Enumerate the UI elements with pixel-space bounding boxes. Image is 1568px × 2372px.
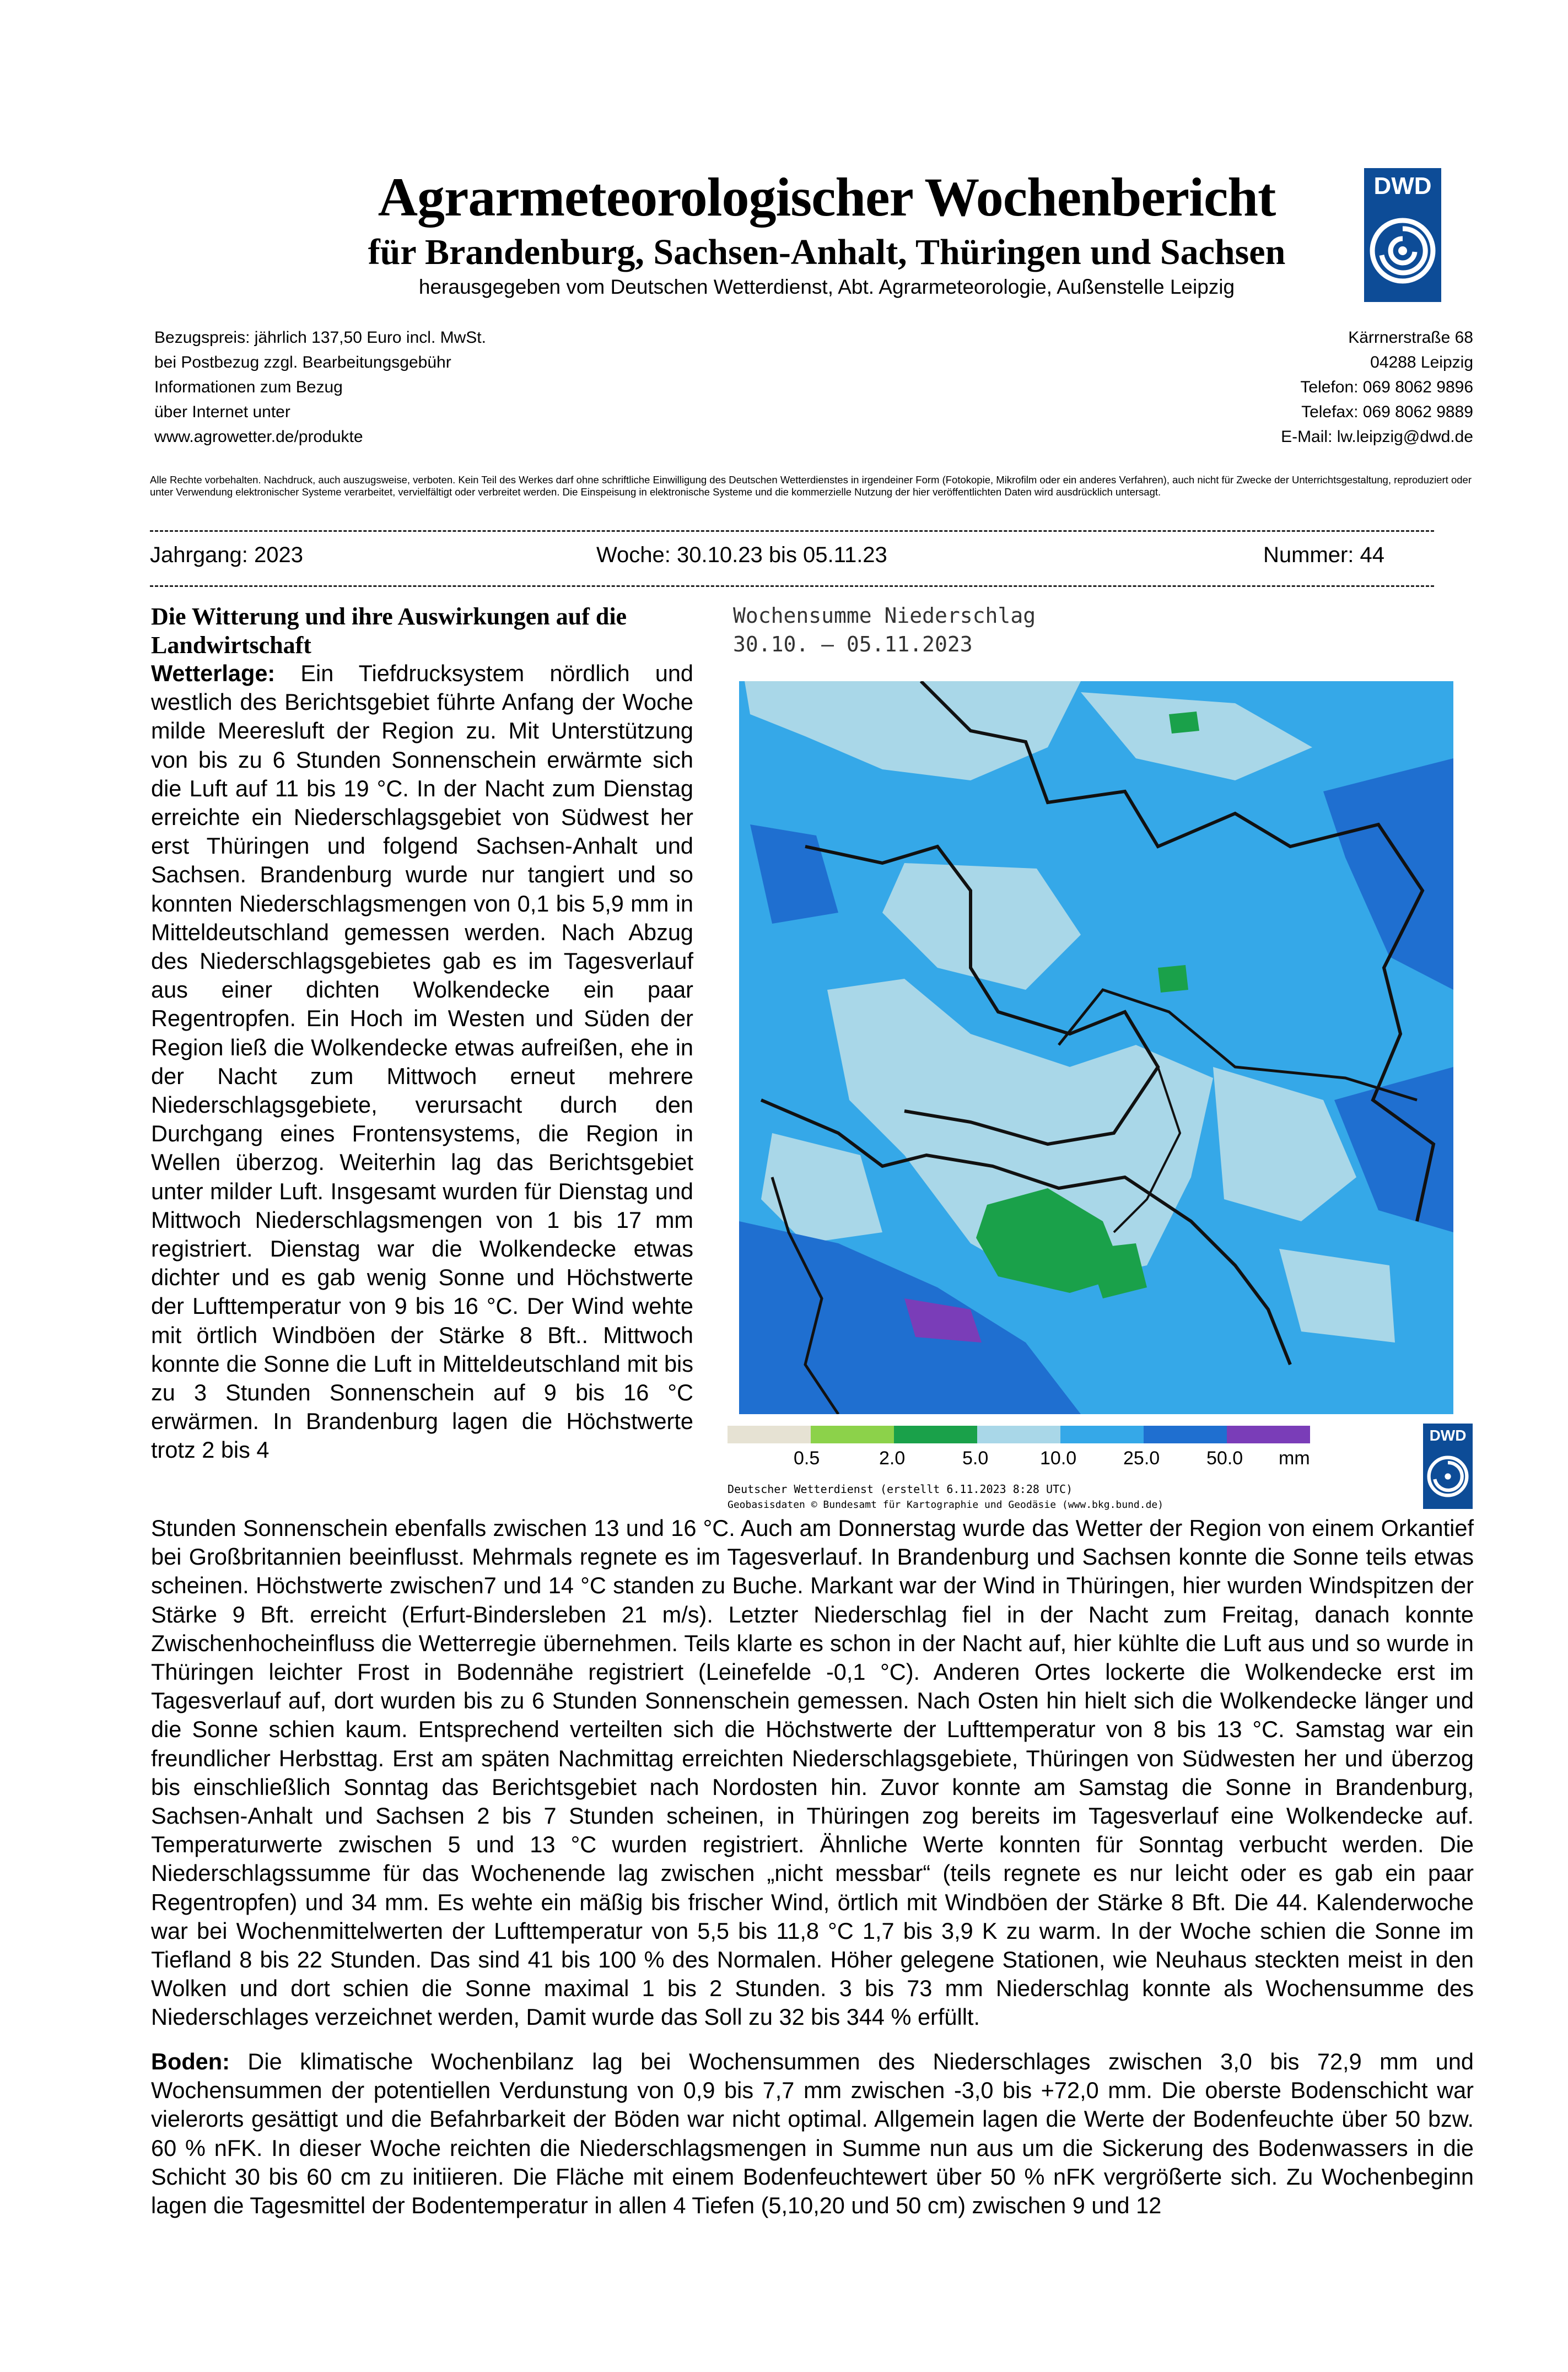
- dwd-swirl-icon: [1364, 207, 1441, 295]
- issue-meta-row: [150, 543, 1384, 570]
- legend-swatch: [1227, 1426, 1310, 1443]
- report-title: Agrarmeteorologischer Wochenbericht: [378, 166, 1276, 228]
- map-legend: [728, 1426, 1312, 1475]
- boden-text: Die klimatische Wochenbilanz lag bei Wochensummen des Niederschlages zwischen 3,0 bis 72,9 mm und Wochensummen der potentiellen Verdunstung von 0,9 bis 7,7 mm zwischen -3,0 bis +72,0 mm. Die oberste Bodenschicht war vielerorts gesättigt und die Befahrbarkeit der Böden war nicht optimal. Allgemein lagen die Werte der Bodenfeuchte über 50 bzw. 60 % nFK. In dieser Woche reichten die Niederschlagsmengen in Summe nun aus um die Sickerung des Bodenwassers in die Schicht 30 bis 60 cm zu initiieren. Die Fläche mit einem Bodenfeuchtewert über 50 % nFK vergrößerte sich. Zu Wochenbeginn lagen die Tagesmittel der Bodentemperatur in allen 4 Tiefen (5,10,20 und 50 cm) zwischen 9 und 12: [151, 2048, 1474, 2219]
- rights-notice: Alle Rechte vorbehalten. Nachdruck, auch auszugsweise, verboten. Kein Teil des Werkes darf ohne schriftliche Einwilligung des Deutschen Wetterdienstes in irgendeiner Form (Fotokopie, Mikrofilm oder ein anderes Verfahren), auch nicht für Zwecke der Unterrichtsgestaltung, reproduziert oder unter Verwendung elektronischer Systeme verarbeitet, vervielfältigt oder verbreitet werden. Die Einspeisung in elektronische Systeme und die kommerzielle Nutzung der hier veröffentlichten Daten wird ausdrücklich untersagt.: [150, 474, 1472, 498]
- subscription-info: [154, 325, 486, 449]
- divider-top: [150, 530, 1434, 532]
- divider-bottom: [150, 585, 1434, 587]
- dwd-logo-text: DWD: [1373, 172, 1432, 200]
- precipitation-map: [739, 681, 1453, 1414]
- address-line: 04288 Leipzig: [1370, 353, 1473, 371]
- legend-label: 50.0: [1206, 1448, 1243, 1469]
- address-block: [1281, 325, 1473, 449]
- wetterlage-column: [151, 659, 693, 1465]
- legend-label: 2.0: [879, 1448, 906, 1469]
- subscription-line: über Internet unter: [154, 403, 290, 421]
- map-dwd-logo-text: DWD: [1429, 1427, 1467, 1444]
- boden-label: Boden:: [151, 2048, 230, 2074]
- dwd-swirl-icon: [1423, 1449, 1473, 1504]
- legend-swatch: [1060, 1426, 1144, 1443]
- publisher-line: herausgegeben vom Deutschen Wetterdienst, Abt. Agrarmeteorologie, Außenstelle Leipzig: [418, 276, 1235, 298]
- legend-swatch: [728, 1426, 811, 1443]
- dwd-logo: [1364, 168, 1441, 302]
- nummer: Nummer: 44: [1263, 543, 1384, 567]
- boden-paragraph: [151, 2047, 1474, 2220]
- legend-swatch: [1144, 1426, 1227, 1443]
- map-title: Wochensumme Niederschlag: [733, 603, 1036, 628]
- legend-unit: mm: [1279, 1448, 1310, 1469]
- subscription-line: Bezugspreis: jährlich 137,50 Euro incl. MwSt.: [154, 328, 486, 347]
- email-link[interactable]: E-Mail: lw.leipzig@dwd.de: [1281, 428, 1473, 446]
- map-dwd-logo: [1423, 1424, 1473, 1509]
- legend-label: 0.5: [794, 1448, 820, 1469]
- precipitation-map-figure: [728, 603, 1473, 1540]
- address-line: Telefax: 069 8062 9889: [1301, 403, 1473, 421]
- map-credit-line2: Geobasisdaten © Bundesamt für Kartographie und Geodäsie (www.bkg.bund.de): [728, 1499, 1164, 1511]
- subscription-line: Informationen zum Bezug: [154, 378, 343, 396]
- section-title: Die Witterung und ihre Auswirkungen auf die Landwirtschaft: [151, 603, 627, 659]
- address-line: Telefon: 069 8062 9896: [1300, 378, 1473, 396]
- legend-swatch: [894, 1426, 977, 1443]
- map-credit-line1: Deutscher Wetterdienst (erstellt 6.11.2023 8:28 UTC): [728, 1482, 1073, 1496]
- map-period: 30.10. – 05.11.2023: [733, 632, 973, 656]
- legend-label: 5.0: [962, 1448, 989, 1469]
- report-subtitle: für Brandenburg, Sachsen-Anhalt, Thüringen und Sachsen: [368, 232, 1286, 272]
- subscription-link[interactable]: www.agrowetter.de/produkte: [154, 428, 363, 446]
- address-line: Kärrnerstraße 68: [1348, 328, 1473, 347]
- wetterlage-full-width: Stunden Sonnenschein ebenfalls zwischen 13 und 16 °C. Auch am Donnerstag wurde das Wetter der Region von einem Orkantief bei Großbritannien beeinflusst. Mehrmals regnete es im Tagesverlauf. In Brandenburg und Sachsen konnte die Sonne teils etwas scheinen. Höchstwerte zwischen7 und 14 °C standen zu Buche. Markant war der Wind in Thüringen, hier wurden Windspitzen der Stärke 9 Bft. erreicht (Erfurt-Bindersleben 21 m/s). Letzter Niederschlag fiel in der Nacht zum Freitag, danach konnte Zwischenhocheinfluss die Wetterregie übernehmen. Teils klarte es schon in der Nacht auf, hier kühlte die Luft aus und so wurde in Thüringen leichter Frost in Bodennähe registriert (Leinefelde -0,1 °C). Anderen Ortes lockerte die Wolkendecke erst im Tagesverlauf auf, dort wurden bis zu 6 Stunden Sonnenschein gemessen. Nach Osten hin hielt sich die Wolkendecke länger und die Sonne schien kaum. Entsprechend verteilten sich die Höchstwerte der Lufttemperatur von 8 bis 13 °C. Samstag war ein freundlicher Herbsttag. Erst am späten Nachmittag erreichten Niederschlagsgebiete, Thüringen von Südwesten her und überzog bis einschließlich Sonntag das Berichtsgebiet nach Nordosten hin. Zuvor konnte am Samstag die Sonne in Brandenburg, Sachsen-Anhalt und Sachsen 2 bis 7 Stunden scheinen, in Thüringen zog bereits im Tagesverlauf eine Wolkendecke auf. Temperaturwerte zwischen 5 und 13 °C wurden registriert. Ähnliche Werte konnten für Sonntag verbucht werden. Die Niederschlagssumme für das Wochenende lag zwischen „nicht messbar“ (teils regnete es nur leicht oder es gab ein paar Regentropfen) und 34 mm. Es wehte ein mäßig bis frischer Wind, örtlich mit Windböen der Stärke 8 Bft. Die 44. Kalenderwoche war bei Wochenmittelwerten der Lufttemperatur von 5,5 bis 11,8 °C 1,7 bis 3,9 K zu warm. In der Woche schien die Sonne im Tiefland 8 bis 22 Stunden. Das sind 41 bis 100 % des Normalen. Höher gelegene Stationen, wie Neuhaus steckten meist in den Wolken und dort schien die Sonne maximal 1 bis 2 Stunden. 3 bis 73 mm Niederschlag konnte als Wochensumme des Niederschlages verzeichnet werden, Damit wurde das Soll zu 32 bis 344 % erfüllt.: [151, 1515, 1474, 2030]
- woche: Woche: 30.10.23 bis 05.11.23: [596, 543, 887, 567]
- legend-swatch: [811, 1426, 894, 1443]
- wetterlage-label: Wetterlage:: [151, 660, 276, 686]
- jahrgang: Jahrgang: 2023: [150, 543, 304, 567]
- wetterlage-text-column: Ein Tiefdrucksystem nördlich und westlich des Berichtsgebiet führte Anfang der Woche milde Meeresluft der Region zu. Mit Unterstützung von bis zu 6 Stunden Sonnenschein erwärmte sich die Luft auf 11 bis 19 °C. In der Nacht zum Dienstag erreichte ein Niederschlagsgebiet von Südwest her erst Thüringen und folgend Sachsen-Anhalt und Sachsen. Brandenburg wurde nur tangiert und so konnten Niederschlagsmengen von 0,1 bis 5,9 mm in Mitteldeutschland gemessen werden. Nach Abzug des Niederschlagsgebietes gab es im Tagesverlauf aus einer dichten Wolkendecke ein paar Regentropfen. Ein Hoch im Westen und Süden der Region ließ die Wolkendecke etwas aufreißen, ehe in der Nacht zum Mittwoch erneut mehrere Niederschlagsgebiete, verursacht durch den Durchgang eines Frontensystems, die Region in Wellen überzog. Weiterhin lag das Berichtsgebiet unter milder Luft. Insgesamt wurden für Dienstag und Mittwoch Niederschlagsmengen von 1 bis 17 mm registriert. Dienstag war die Wolkendecke etwas dichter und es gab wenig Sonne und Höchstwerte der Lufttemperatur von 9 bis 16 °C. Der Wind wehte mit örtlich Windböen der Stärke 8 Bft.. Mittwoch konnte die Sonne die Luft in Mitteldeutschland mit bis zu 3 Stunden Sonnenschein auf 9 bis 16 °C erwärmen. In Brandenburg lagen die Höchstwerte trotz 2 bis 4: [151, 660, 693, 1463]
- legend-swatch: [977, 1426, 1060, 1443]
- legend-label: 25.0: [1123, 1448, 1160, 1469]
- subscription-line: bei Postbezug zzgl. Bearbeitungsgebühr: [154, 353, 451, 371]
- legend-label: 10.0: [1040, 1448, 1077, 1469]
